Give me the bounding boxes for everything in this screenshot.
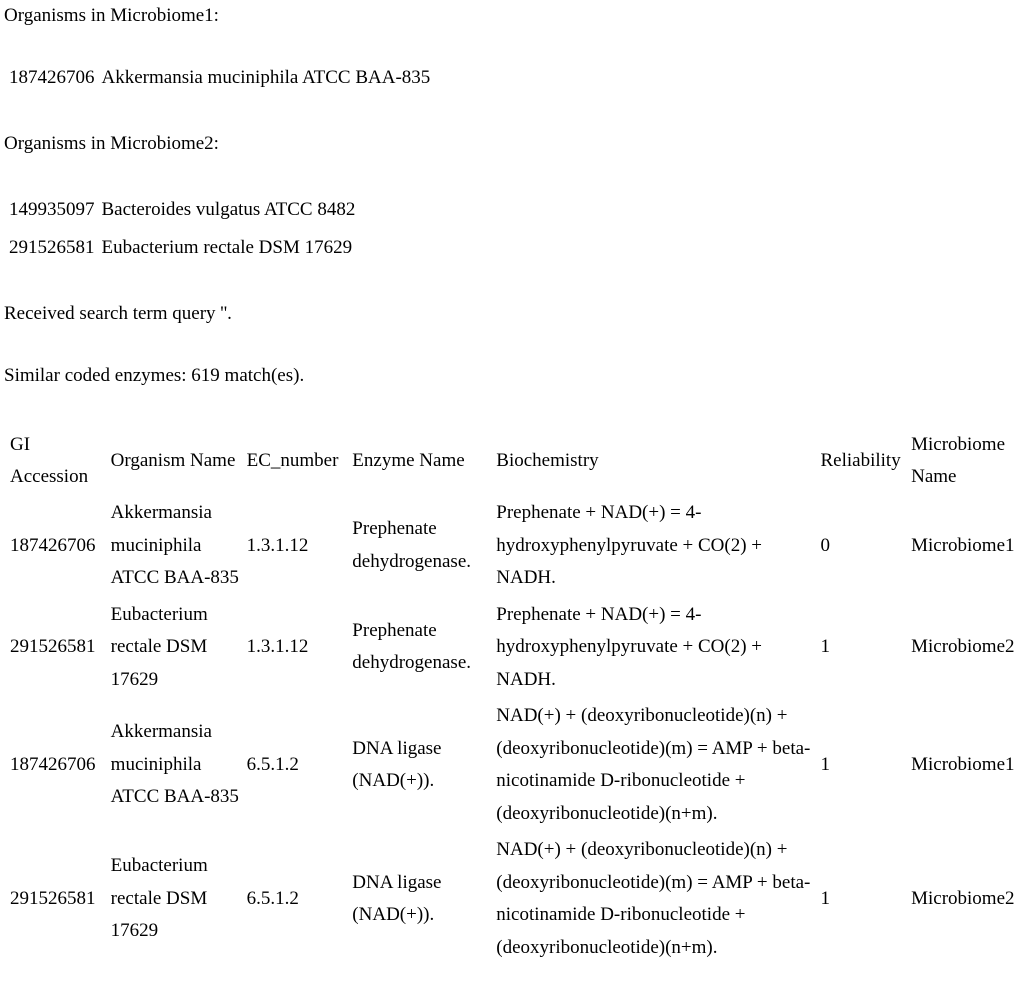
cell-reliability: 1 [820, 753, 830, 775]
cell-biochemistry: Prephenate + NAD(+) = 4-hydroxyphenylpyruvate + CO(2) + NADH. [496, 603, 763, 690]
cell-organism-name: Akkermansia muciniphila ATCC BAA-835 [110, 721, 239, 808]
cell-organism-name: Eubacterium rectale DSM 17629 [110, 603, 208, 690]
table-row [9, 834, 1024, 964]
enzyme-results-table [5, 425, 1024, 968]
organism-name: Akkermansia muciniphila ATCC BAA-835 [101, 67, 431, 88]
cell-organism-name: Eubacterium rectale DSM 17629 [110, 855, 208, 942]
table-row [9, 700, 1024, 830]
table-header-row [9, 429, 1024, 493]
header-gi-accession: GI Accession [10, 434, 89, 487]
organism-name: Eubacterium rectale DSM 17629 [101, 237, 353, 258]
search-term-message: Received search term query ''. [4, 303, 232, 324]
cell-microbiome-name: Microbiome1 [911, 753, 1015, 775]
cell-organism-name: Akkermansia muciniphila ATCC BAA-835 [110, 502, 239, 588]
table-row [9, 497, 1024, 595]
microbiome1-organism-row [9, 62, 430, 94]
cell-reliability: 1 [820, 887, 830, 909]
organism-gi: 291526581 [9, 237, 95, 258]
cell-microbiome-name: Microbiome2 [911, 887, 1015, 909]
match-count-message: Similar coded enzymes: 619 match(es). [4, 365, 305, 386]
cell-enzyme-name: DNA ligase (NAD(+)). [352, 737, 442, 791]
organism-name: Bacteroides vulgatus ATCC 8482 [101, 199, 356, 220]
cell-biochemistry: Prephenate + NAD(+) = 4-hydroxyphenylpyruvate + CO(2) + NADH. [496, 502, 763, 588]
cell-enzyme-name: DNA ligase (NAD(+)). [352, 871, 442, 925]
organism-gi: 187426706 [9, 67, 95, 88]
cell-gi-accession: 187426706 [10, 753, 96, 775]
cell-enzyme-name: Prephenate dehydrogenase. [352, 619, 472, 674]
microbiome2-heading: Organisms in Microbiome2: [4, 133, 219, 154]
cell-ec-number: 1.3.1.12 [246, 534, 309, 556]
cell-enzyme-name: Prephenate dehydrogenase. [352, 518, 472, 572]
microbiome1-heading: Organisms in Microbiome1: [4, 5, 219, 26]
cell-ec-number: 6.5.1.2 [246, 887, 299, 909]
cell-microbiome-name: Microbiome1 [911, 534, 1015, 556]
microbiome2-organism-row [9, 232, 352, 264]
cell-ec-number: 6.5.1.2 [246, 753, 299, 775]
organism-gi: 149935097 [9, 199, 95, 220]
header-reliability: Reliability [820, 450, 901, 471]
cell-ec-number: 1.3.1.12 [246, 636, 309, 657]
header-enzyme-name: Enzyme Name [352, 450, 465, 471]
cell-microbiome-name: Microbiome2 [911, 636, 1015, 657]
table-row [9, 599, 1024, 697]
cell-reliability: 0 [820, 534, 830, 556]
header-organism-name: Organism Name [110, 450, 236, 471]
microbiome2-organism-row [9, 194, 355, 226]
cell-biochemistry: NAD(+) + (deoxyribonucleotide)(n) + (deoxyribonucleotide)(m) = AMP + beta-nicotinamide D-ribonucleotide + (deoxyribonucleotide)(n+m). [496, 705, 811, 824]
cell-reliability: 1 [820, 636, 830, 657]
cell-biochemistry: NAD(+) + (deoxyribonucleotide)(n) + (deoxyribonucleotide)(m) = AMP + beta-nicotinamide D-ribonucleotide + (deoxyribonucleotide)(n+m). [496, 839, 811, 958]
header-ec-number: EC_number [246, 450, 339, 471]
cell-gi-accession: 187426706 [10, 534, 96, 556]
cell-gi-accession: 291526581 [10, 636, 96, 657]
cell-gi-accession: 291526581 [10, 887, 96, 909]
header-biochemistry: Biochemistry [496, 450, 599, 471]
header-microbiome-name: Microbiome Name [911, 434, 1006, 487]
